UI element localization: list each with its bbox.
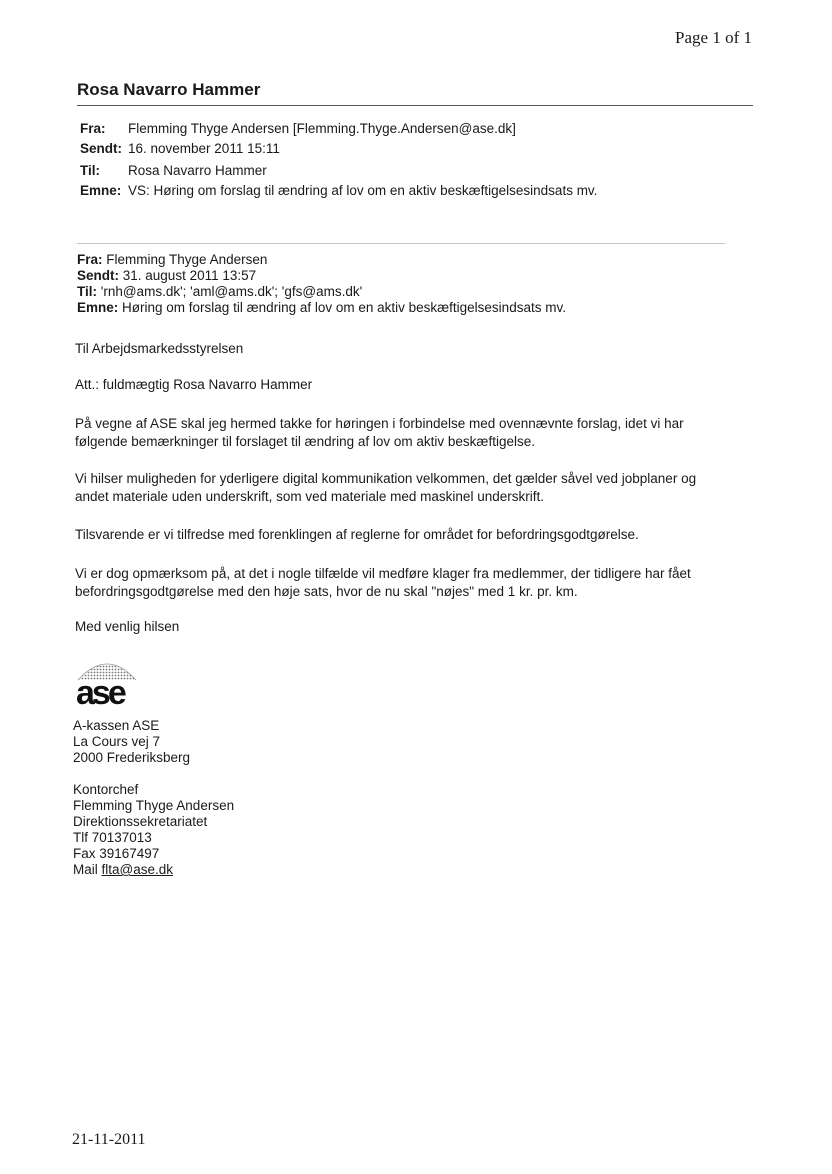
inner-email-header — [77, 252, 566, 316]
outer-sent-row — [80, 138, 597, 160]
body-paragraph-4: Vi er dog opmærksom på, at det i nogle tilfælde vil medføre klager fra medlemmer, der tidligere har fået befordringsgodtgørelse med den høje sats, hvor de nu skal "nøjes" med 1 kr. pr. km. — [75, 566, 691, 599]
sig-mail-label: Mail — [73, 862, 98, 877]
to-value: Rosa Navarro Hammer — [128, 163, 267, 178]
sent-value: 16. november 2011 15:11 — [128, 141, 280, 156]
ase-logo — [72, 650, 142, 710]
from-value: Flemming Thyge Andersen — [106, 252, 268, 267]
subject-value: Høring om forslag til ændring af lov om en aktiv beskæftigelsesindsats mv. — [122, 300, 566, 315]
inner-subject-row — [77, 300, 566, 316]
sig-phone: Tlf 70137013 — [73, 830, 152, 845]
footer-date: 21-11-2011 — [72, 1131, 146, 1148]
closing-line: Med venlig hilsen — [75, 619, 180, 634]
outer-email-header — [80, 118, 597, 202]
sig-title: Kontorchef — [73, 782, 139, 797]
ase-logo-text: ase — [76, 674, 124, 710]
outer-from-row — [80, 118, 597, 140]
attention-line: Att.: fuldmægtig Rosa Navarro Hammer — [75, 377, 313, 392]
signature-contact — [73, 782, 234, 878]
to-label: Til: — [77, 284, 97, 299]
body-paragraph-3: Tilsvarende er vi tilfredse med forenklingen af reglerne for området for befordringsgodtgørelse. — [75, 527, 639, 542]
sig-department: Direktionssekretariatet — [73, 814, 208, 829]
outer-subject-row — [80, 180, 597, 202]
subject-label: Emne: — [77, 300, 119, 315]
sent-value: 31. august 2011 13:57 — [122, 268, 257, 283]
subject-value: VS: Høring om forslag til ændring af lov om en aktiv beskæftigelsesindsats mv. — [128, 183, 598, 198]
sent-label: Sendt: — [80, 141, 122, 156]
header-divider — [77, 105, 753, 106]
from-label: Fra: — [77, 252, 103, 267]
from-label: Fra: — [80, 121, 106, 136]
signature-address — [73, 718, 190, 766]
sig-street: La Cours vej 7 — [73, 734, 161, 749]
outer-to-row — [80, 160, 597, 182]
from-value: Flemming Thyge Andersen [Flemming.Thyge.Andersen@ase.dk] — [128, 121, 516, 136]
salutation: Til Arbejdsmarkedsstyrelsen — [75, 341, 244, 356]
sig-city: 2000 Frederiksberg — [73, 750, 191, 765]
page-number: Page 1 of 1 — [675, 28, 752, 47]
sig-name: Flemming Thyge Andersen — [73, 798, 235, 813]
subject-label: Emne: — [80, 183, 122, 198]
sig-org: A-kassen ASE — [73, 718, 160, 733]
sig-mail-row — [73, 862, 234, 878]
body-paragraph-1: På vegne af ASE skal jeg hermed takke for høringen i forbindelse med ovennævnte forslag, idet vi har følgende bemærkninger til forslaget til ændring af lov om aktiv beskæftigelse. — [75, 416, 684, 449]
inner-sent-row — [77, 268, 566, 284]
to-label: Til: — [80, 163, 100, 178]
ase-logo-graphic — [72, 650, 142, 710]
to-value: 'rnh@ams.dk'; 'aml@ams.dk'; 'gfs@ams.dk' — [100, 284, 363, 299]
sent-label: Sendt: — [77, 268, 119, 283]
sig-fax: Fax 39167497 — [73, 846, 160, 861]
inner-to-row — [77, 284, 566, 300]
forward-divider — [77, 243, 725, 244]
email-link[interactable]: flta@ase.dk — [101, 862, 174, 877]
body-paragraph-2: Vi hilser muligheden for yderligere digital kommunikation velkommen, det gælder såvel ved jobplaner og andet materiale uden underskrift, som ved materiale med maskinel underskrift. — [75, 471, 697, 504]
recipient-name: Rosa Navarro Hammer — [77, 80, 261, 99]
inner-from-row — [77, 252, 566, 268]
